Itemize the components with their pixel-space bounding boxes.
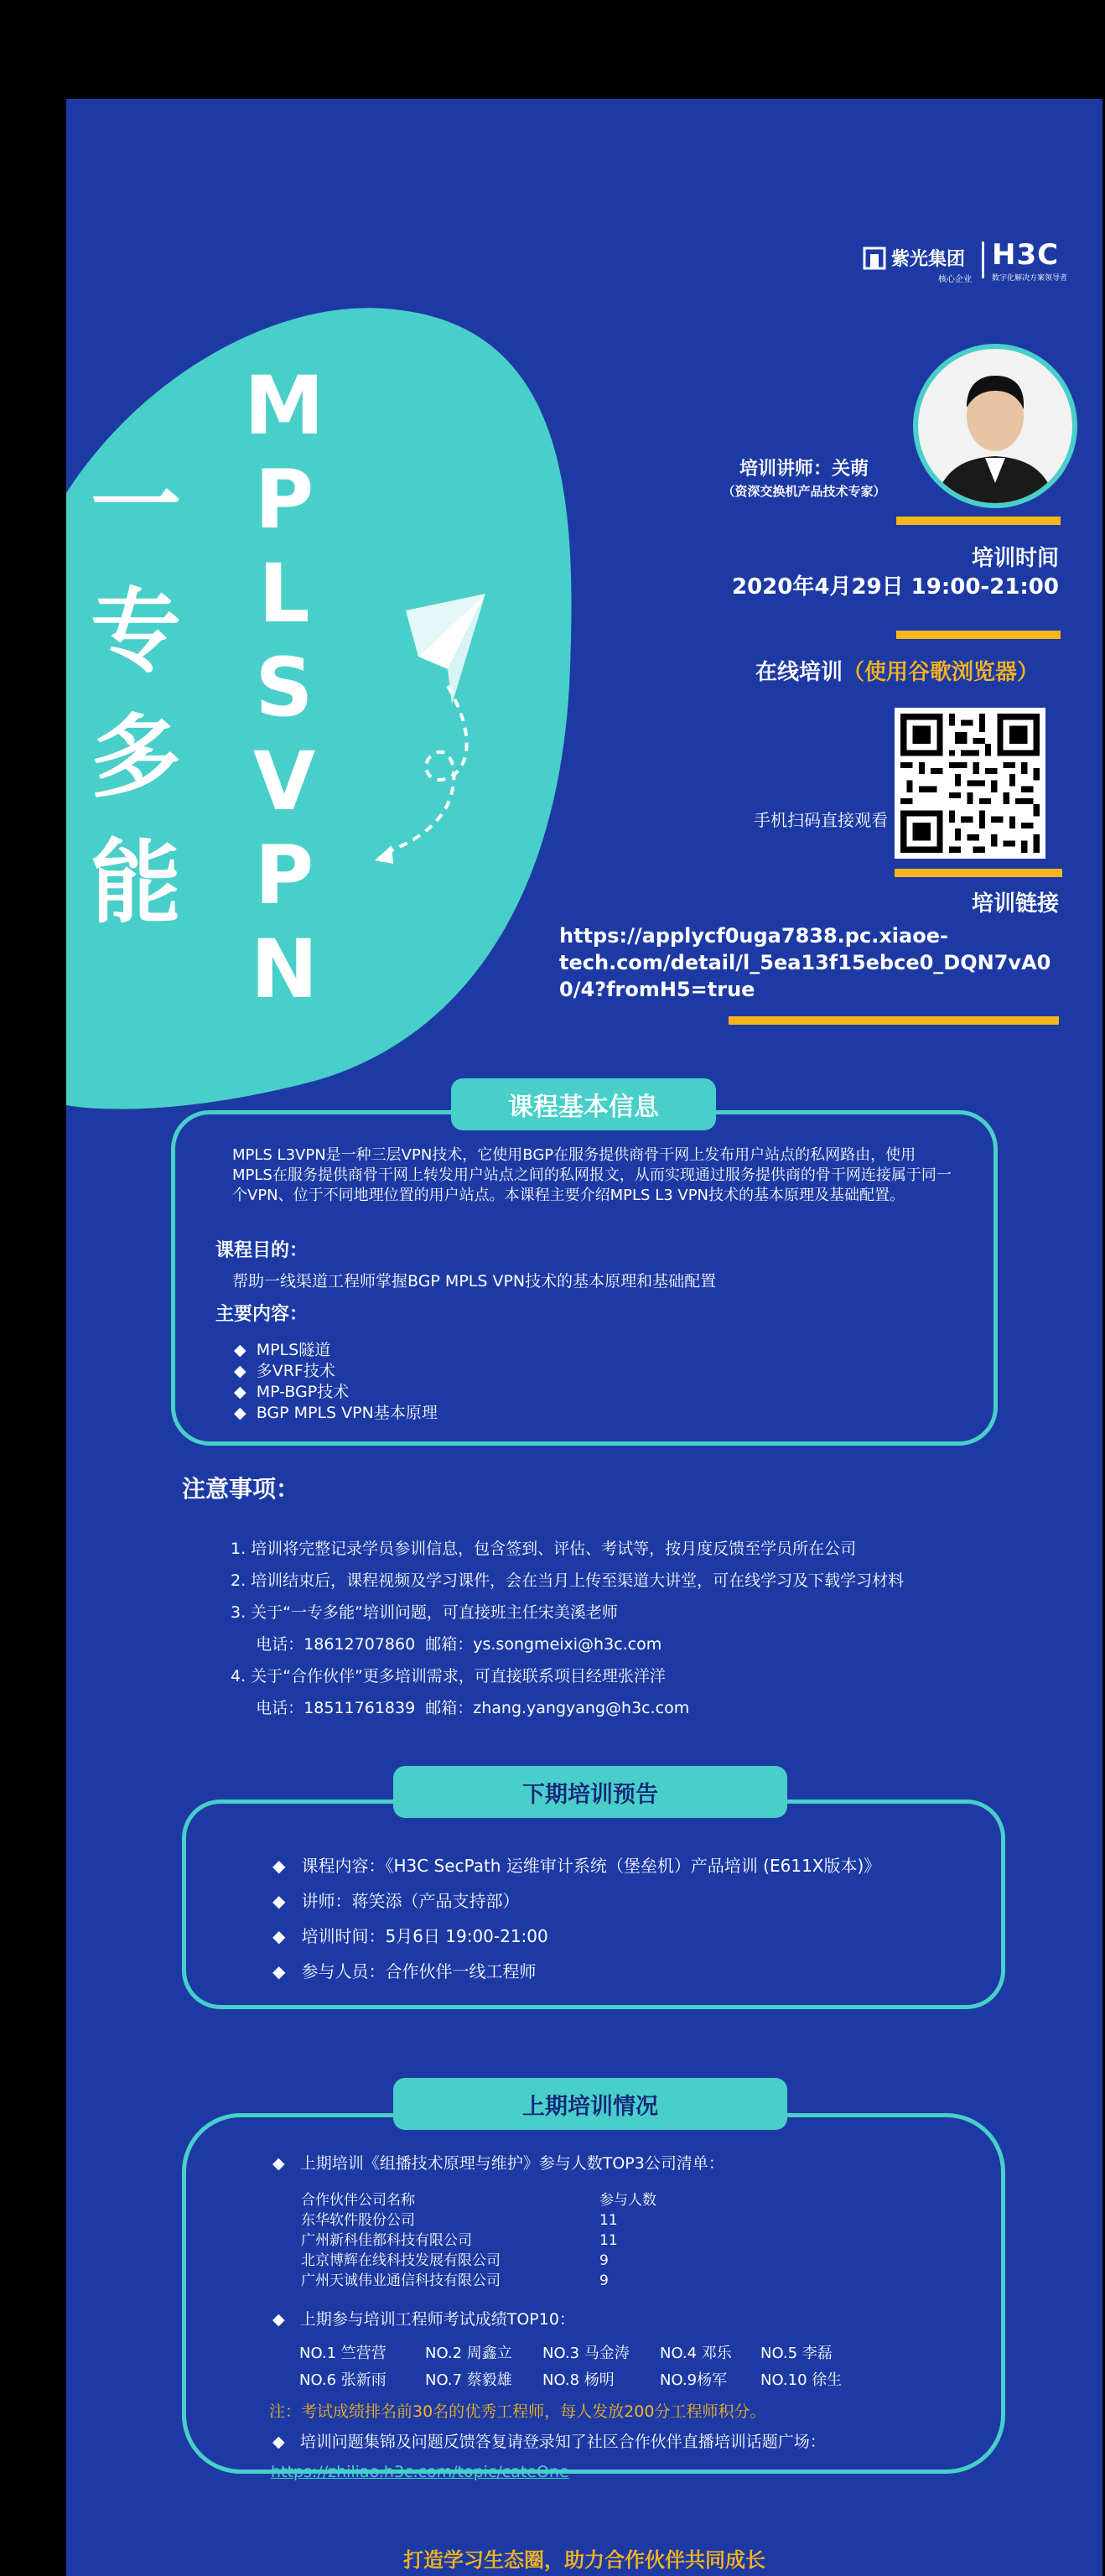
table-cell: 11 [599,2212,618,2229]
course-info-heading: 课程基本信息 [451,1078,716,1130]
table-row [301,2210,737,2231]
next-training-list [272,1848,993,1989]
online-training-label: 在线培训 [755,660,843,685]
list-item: ◆ 参与人员：合作伙伴一线工程师 [272,1961,537,1981]
top10-title-text: 上期参与培训工程师考试成绩TOP10： [299,2310,575,2329]
course-goal-label: 课程目的： [215,1240,309,1261]
divider-bar [729,1016,1059,1025]
top10-row [299,2341,953,2366]
course-goal-text: 帮助一线渠道工程师掌握BGP MPLS VPN技术的基本原理和基础配置 [232,1272,717,1291]
qr-code[interactable] [895,708,1045,859]
list-item-text: 课程内容：《H3C SecPath 运维审计系统（堡垒机）产品培训 (E611X版本)》 [301,1856,881,1876]
slogan-vertical [81,443,190,946]
lecturer-name: 培训讲师：关萌 [739,459,869,480]
top10-row [299,2368,953,2393]
top3-table [301,2190,737,2291]
note-item: 3. 关于“一专多能”培训问题，可直接班主任宋美溪老师 [231,1603,618,1622]
list-item-text: 多VRF技术 [256,1362,335,1380]
logo-brand: H3C [992,238,1060,272]
title-letter: P [254,453,314,547]
table-cell: 东华软件股份公司 [301,2212,415,2229]
list-item: ◆ MP-BGP技术 [234,1383,350,1401]
top10-entry: NO.8 杨明 [542,2371,615,2389]
notes-list [231,1533,1069,1724]
course-content-label: 主要内容： [215,1304,309,1325]
training-time-value: 2020年4月29日 19:00-21:00 [731,574,1059,600]
course-intro: MPLS L3VPN是一种三层VPN技术，它使用BGP在服务提供商骨干网上发布用户站点的私网路由，使用MPLS在服务提供商骨干网上转发用户站点之间的私网报文，从而实现通过服务提供商的骨干网连接属于同一个VPN、位于不同地理位置的用户站点。本课程主要介绍MPLS L3 VPN技术的基本原理及基础配置。 [232,1146,952,1204]
table-header [301,2190,737,2210]
course-content-list [234,1340,737,1424]
forum-text-content: 培训问题集锦及问题反馈答复请登录知了社区合作伙伴直播培训话题广场： [299,2433,826,2451]
note-contact: 电话：18511761839 邮箱：zhang.yangyang@h3c.com [231,1699,690,1717]
top10-entry: NO.10 徐生 [760,2371,843,2389]
logo-block [863,240,1097,287]
top3-title: ◆ 上期培训《组播技术原理与维护》参与人数TOP3公司清单： [272,2154,724,2173]
list-item-text: BGP MPLS VPN基本原理 [256,1404,438,1422]
training-time-label: 培训时间 [971,546,1059,571]
online-training-line [653,659,1039,686]
list-item: ◆ BGP MPLS VPN基本原理 [234,1404,438,1422]
top10-entry: NO.9杨军 [660,2371,728,2389]
top10-entry: NO.3 马金涛 [542,2345,630,2362]
table-header-cell: 合作伙伴公司名称 [301,2192,415,2209]
table-cell: 广州天诚伟业通信科技有限公司 [301,2272,501,2289]
title-letter: V [252,735,316,828]
top10-entry: NO.1 竺营营 [299,2345,386,2362]
divider-bar [896,631,1061,639]
top3-title-text: 上期培训《组播技术原理与维护》参与人数TOP3公司清单： [299,2154,724,2173]
training-link-line: 0/4?fromH5=true [559,978,755,1001]
slogan-char: 多 [90,704,181,810]
title-letter: L [258,547,310,641]
list-item: ◆ 课程内容：《H3C SecPath 运维审计系统（堡垒机）产品培训 (E611X版本)》 [272,1856,881,1876]
slogan-char: 专 [90,579,181,684]
poster-body [66,99,1102,2576]
list-item-text: 参与人员：合作伙伴一线工程师 [301,1961,537,1981]
unisplendour-logo-icon [863,247,886,270]
title-letter: M [244,359,324,453]
top10-entry: NO.7 蔡毅雄 [425,2371,512,2389]
list-item-text: MPLS隧道 [256,1341,331,1359]
top10-entry: NO.2 周鑫立 [425,2345,512,2362]
training-link-line: tech.com/detail/l_5ea13f15ebce0_DQN7vA0 [559,951,1051,974]
top10-entry: NO.4 邓乐 [660,2345,732,2362]
training-link[interactable] [559,922,1062,1003]
list-item: ◆ MPLS隧道 [234,1341,331,1359]
logo-group-name: 紫光集团 [891,249,966,270]
title-letter: N [250,922,319,1016]
slogan-char: 一 [90,453,181,558]
note-item: 1. 培训将完整记录学员参训信息，包含签到、评估、考试等，按月度反馈至学员所在公司 [231,1540,857,1558]
table-header-cell: 参与人数 [599,2192,656,2209]
divider-bar [896,517,1061,525]
table-row [301,2231,737,2251]
forum-text: ◆ 培训问题集锦及问题反馈答复请登录知了社区合作伙伴直播培训话题广场： [272,2433,826,2451]
course-title-vertical [234,359,335,1016]
top10-entry: NO.6 张新雨 [299,2371,386,2389]
browser-note: （使用谷歌浏览器） [842,660,1039,685]
training-link-line: https://applycf0uga7838.pc.xiaoe- [559,924,948,948]
list-item: ◆ 讲师：蒋笑添（产品支持部） [272,1891,520,1911]
logo-brand-sub: 数字化解决方案领导者 [992,274,1068,283]
logo-divider [982,242,984,278]
divider-bar [895,869,1062,877]
reward-note: 注：考试成绩排名前30名的优秀工程师，每人发放200分工程师积分。 [269,2402,766,2421]
table-cell: 北京博辉在线科技发展有限公司 [301,2252,501,2269]
training-link-label: 培训链接 [971,891,1059,917]
table-row [301,2251,737,2271]
note-contact: 电话：18612707860 邮箱：ys.songmeixi@h3c.com [231,1635,662,1654]
footer-slogan: 打造学习生态圈，助力合作伙伴共同成长 [403,2548,765,2572]
paper-plane-icon [368,485,494,879]
logo-group-sub: 核心企业 [938,275,972,284]
table-cell: 9 [599,2252,609,2269]
table-row [301,2271,737,2291]
note-item: 4. 关于“合作伙伴”更多培训需求，可直接联系项目经理张洋洋 [231,1667,666,1685]
table-cell: 广州新科佳都科技有限公司 [301,2232,472,2249]
slogan-char: 能 [90,830,181,936]
table-cell: 9 [599,2272,609,2289]
table-cell: 11 [599,2232,618,2249]
lecturer-photo [918,349,1072,503]
list-item-text: MP-BGP技术 [256,1383,350,1401]
forum-link[interactable]: https://zhiliao.h3c.com/topic/cateOne [271,2463,569,2481]
top10-title: ◆ 上期参与培训工程师考试成绩TOP10： [272,2310,575,2329]
title-letter: P [254,828,314,922]
notes-heading: 注意事项： [182,1475,300,1503]
top10-entry: NO.5 李磊 [760,2345,833,2362]
list-item-text: 讲师：蒋笑添（产品支持部） [301,1891,520,1911]
list-item: ◆ 培训时间：5月6日 19:00-21:00 [272,1926,548,1946]
last-training-heading: 上期培训情况 [393,2078,787,2130]
title-letter: S [255,641,314,735]
list-item-text: 培训时间：5月6日 19:00-21:00 [301,1926,548,1946]
list-item: ◆ 多VRF技术 [234,1362,335,1380]
lecturer-role: （资深交换机产品技术专家） [722,484,886,499]
next-training-heading: 下期培训预告 [393,1766,787,1818]
note-item: 2. 培训结束后，课程视频及学习课件，会在当月上传至渠道大讲堂，可在线学习及下载学习材料 [231,1571,905,1590]
scan-instruction: 手机扫码直接观看 [754,810,888,830]
